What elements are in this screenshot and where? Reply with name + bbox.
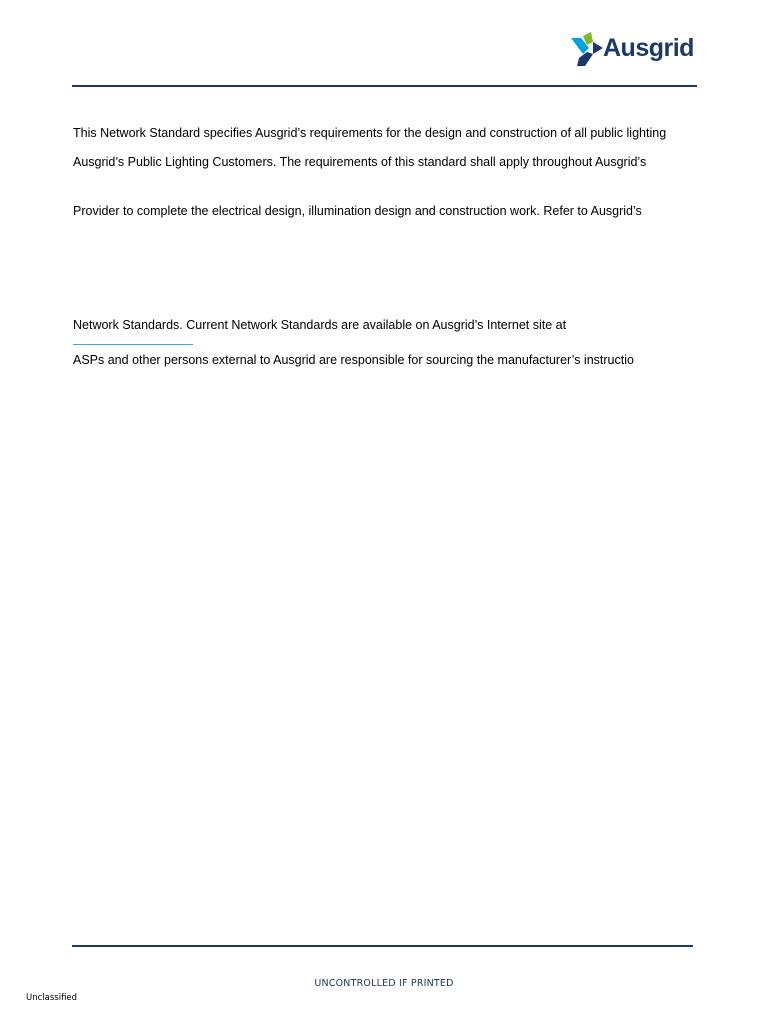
uncontrolled-notice: UNCONTROLLED IF PRINTED bbox=[314, 978, 454, 989]
ausgrid-logo-icon bbox=[569, 32, 603, 68]
body-line-1: This Network Standard specifies Ausgrid’s requirements for the design and construction of all public lighting bbox=[73, 126, 667, 140]
ausgrid-logo bbox=[569, 32, 693, 68]
footer-rule bbox=[72, 945, 693, 947]
logo-text: Ausgrid bbox=[603, 34, 694, 62]
body-line-4: Network Standards. Current Network Standards are available on Ausgrid’s Internet site at bbox=[73, 318, 567, 332]
body-line-2: Ausgrid’s Public Lighting Customers. The requirements of this standard shall apply throughout Ausgrid’s bbox=[73, 155, 647, 169]
internet-site-link[interactable] bbox=[73, 344, 193, 345]
body-line-5: ASPs and other persons external to Ausgrid are responsible for sourcing the manufacturer’s instructio bbox=[73, 353, 634, 367]
classification-label: Unclassified bbox=[26, 993, 78, 1003]
body-line-3: Provider to complete the electrical design, illumination design and construction work. Refer to Ausgrid’s bbox=[73, 204, 642, 218]
header-rule bbox=[72, 85, 697, 87]
